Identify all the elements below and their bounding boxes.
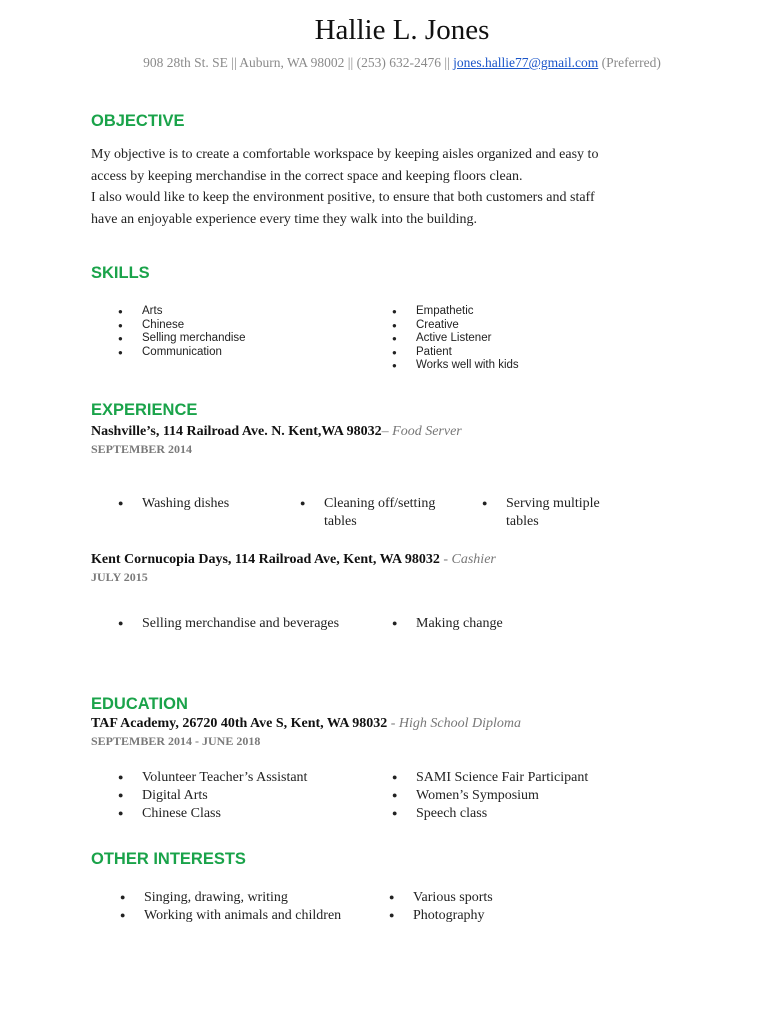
list-item: ● Chinese Class	[118, 805, 368, 823]
list-item: ● Working with animals and children	[120, 907, 380, 925]
list-item: ● Cleaning off/setting tables	[300, 495, 450, 531]
list-item: ● Creative	[392, 319, 642, 333]
job-place: Nashville’s, 114 Railroad Ave. N. Kent,WA 98032	[91, 424, 382, 439]
skills-list-left	[118, 305, 368, 359]
skills-heading: SKILLS	[91, 264, 150, 282]
job-title-line	[91, 552, 496, 568]
list-item: ● Arts	[118, 305, 368, 319]
email-note: (Preferred)	[598, 55, 661, 70]
list-item: ● Chinese	[118, 319, 368, 333]
list-item: ● SAMI Science Fair Participant	[392, 769, 642, 787]
experience-heading: EXPERIENCE	[91, 401, 198, 419]
objective-line: have an enjoyable experience every time they walk into the building.	[91, 211, 478, 227]
list-item: ● Active Listener	[392, 332, 642, 346]
interests-list-left	[120, 889, 380, 925]
list-item: ● Serving multiple tables	[482, 495, 632, 531]
duties-list	[392, 615, 642, 633]
objective-line: My objective is to create a comfortable workspace by keeping aisles organized and easy to	[91, 147, 599, 162]
school-line	[91, 716, 521, 732]
interests-heading: OTHER INTERESTS	[91, 850, 246, 868]
duties-list	[482, 495, 632, 531]
objective-paragraph	[91, 144, 651, 230]
list-item: ● Selling merchandise and beverages	[118, 615, 368, 633]
duties-list	[118, 615, 368, 633]
list-item: ● Digital Arts	[118, 787, 368, 805]
list-item: ● Making change	[392, 615, 642, 633]
school-name: TAF Academy, 26720 40th Ave S, Kent, WA 98032	[91, 716, 388, 731]
list-item: ● Various sports	[389, 889, 639, 907]
contact-address-phone: 908 28th St. SE || Auburn, WA 98002 || (253) 632-2476 ||	[143, 55, 454, 70]
list-item: ● Works well with kids	[392, 359, 642, 373]
objective-line: I also would like to keep the environment positive, to ensure that both customers and staff	[91, 190, 595, 205]
objective-heading: OBJECTIVE	[91, 112, 185, 130]
list-item: ● Speech class	[392, 805, 642, 823]
job-place: Kent Cornucopia Days, 114 Railroad Ave, Kent, WA 98032	[91, 552, 440, 567]
list-item: ● Photography	[389, 907, 639, 925]
degree: - High School Diploma	[387, 716, 521, 731]
job-date: JULY 2015	[91, 570, 148, 584]
duties-list	[118, 495, 268, 513]
job-role: - Cashier	[439, 552, 496, 567]
list-item: ● Patient	[392, 346, 642, 360]
resume-name: Hallie L. Jones	[314, 14, 490, 46]
list-item: ● Washing dishes	[118, 495, 268, 513]
job-title-line	[91, 424, 462, 440]
contact-line	[0, 55, 768, 71]
list-item: ● Volunteer Teacher’s Assistant	[118, 769, 368, 787]
education-list-left	[118, 769, 368, 822]
objective-line: access by keeping merchandise in the correct space and keeping floors clean.	[91, 168, 523, 184]
email-link[interactable]: jones.hallie77@gmail.com	[453, 55, 599, 70]
list-item: ● Empathetic	[392, 305, 642, 319]
list-item: ● Women’s Symposium	[392, 787, 642, 805]
duties-list	[300, 495, 450, 531]
job-role: – Food Server	[381, 424, 462, 439]
list-item: ● Singing, drawing, writing	[120, 889, 380, 907]
list-item: ● Communication	[118, 346, 368, 360]
skills-list-right	[392, 305, 642, 373]
education-heading: EDUCATION	[91, 695, 188, 713]
interests-list-right	[389, 889, 639, 925]
job-date: SEPTEMBER 2014	[91, 442, 193, 456]
education-date: SEPTEMBER 2014 - JUNE 2018	[91, 734, 261, 748]
education-list-right	[392, 769, 642, 822]
list-item: ● Selling merchandise	[118, 332, 368, 346]
